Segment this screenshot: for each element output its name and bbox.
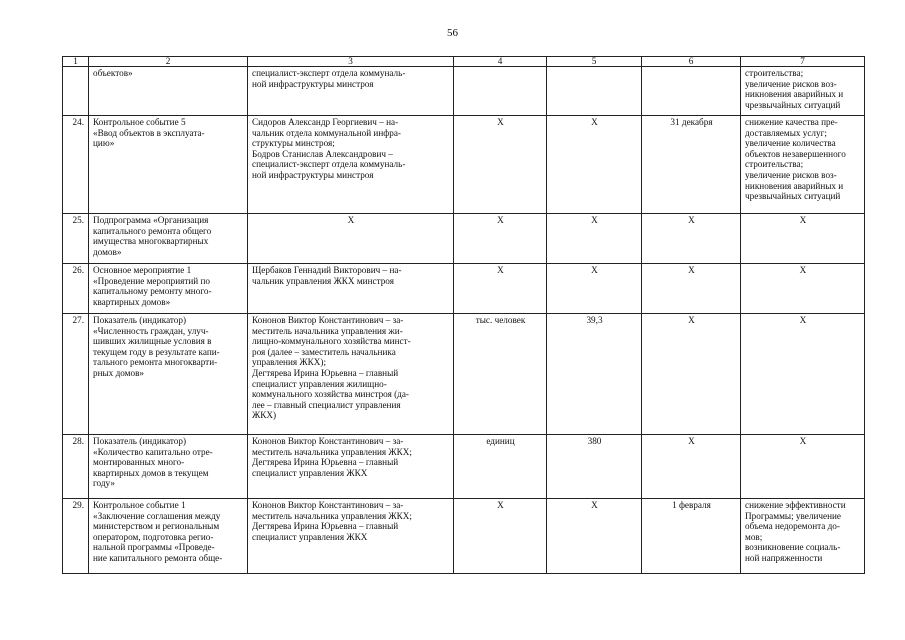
cell-value: 380 xyxy=(547,435,642,499)
cell-line: Контрольное событие 1 xyxy=(93,500,186,510)
cell-line: Показатель (индикатор) xyxy=(93,436,187,446)
cell-line: объектов незавершенного xyxy=(745,148,846,159)
cell-date: Х xyxy=(642,435,741,499)
cell-line: чальник отдела коммунальной инфра- xyxy=(252,127,401,138)
column-header: 7 xyxy=(741,57,865,67)
cell-line: меститель начальника управления ЖКХ; xyxy=(252,510,412,521)
cell-name xyxy=(89,499,248,574)
cell-unit: тыс. человек xyxy=(454,314,547,435)
cell-line: меститель начальника управления ЖКХ; xyxy=(252,446,412,457)
cell-unit: Х xyxy=(454,214,547,264)
cell-line: специалист управления ЖКХ xyxy=(252,531,368,542)
cell-line: монтированных много- xyxy=(93,457,185,468)
cell-line: текущем году в результате капи- xyxy=(93,346,220,357)
cell-line: ной инфраструктуры минстроя xyxy=(252,78,374,89)
cell-unit xyxy=(454,67,547,116)
cell-value: Х xyxy=(547,116,642,214)
table-row xyxy=(63,499,865,574)
row-number: 26. xyxy=(63,264,89,314)
cell-line: чальник управления ЖКХ минстроя xyxy=(252,275,394,286)
cell-date: Х xyxy=(642,214,741,264)
cell-line: капитальному ремонту много- xyxy=(93,286,212,297)
cell-name xyxy=(89,264,248,314)
cell-unit: Х xyxy=(454,116,547,214)
cell-line: «Заключение соглашения между xyxy=(93,510,221,521)
cell-line: ной напряженности xyxy=(745,552,823,563)
column-header: 1 xyxy=(63,57,89,67)
cell-line: роя (далее – заместитель начальника xyxy=(252,346,396,357)
column-header-row xyxy=(63,57,865,67)
cell-line: Дегтярева Ирина Юрьевна – главный xyxy=(252,457,399,468)
cell-line: Х xyxy=(347,215,355,225)
cell-line: строительства; xyxy=(745,68,804,78)
cell-responsible xyxy=(248,264,454,314)
cell-date: Х xyxy=(642,264,741,314)
cell-line: ной инфраструктуры минстроя xyxy=(252,169,374,180)
cell-line: управления ЖКХ); xyxy=(252,357,327,368)
program-table xyxy=(62,56,865,574)
cell-value xyxy=(547,67,642,116)
cell-line: мов; xyxy=(745,531,763,542)
cell-line: специалист-эксперт отдела коммуналь- xyxy=(252,68,406,78)
cell-line: капитального ремонта общего xyxy=(93,225,212,236)
cell-line: Контрольное событие 5 xyxy=(93,117,186,127)
cell-line: Показатель (индикатор) xyxy=(93,315,187,325)
cell-value: Х xyxy=(547,264,642,314)
cell-line: структуры минстроя; xyxy=(252,138,335,149)
cell-date: 31 декабря xyxy=(642,116,741,214)
cell-line: Бодров Станислав Александрович – xyxy=(252,148,393,159)
table-row xyxy=(63,435,865,499)
table-row xyxy=(63,67,865,116)
cell-line: специалист-эксперт отдела коммуналь- xyxy=(252,159,406,170)
cell-line: рных домов» xyxy=(93,367,145,378)
cell-line: имущества многоквартирных xyxy=(93,236,209,247)
cell-line: объектов» xyxy=(93,68,133,78)
cell-line: меститель начальника управления жи- xyxy=(252,325,403,336)
cell-line: министерством и региональным xyxy=(93,521,220,532)
column-header: 3 xyxy=(248,57,454,67)
cell-line: квартирных домов» xyxy=(93,296,171,307)
cell-line: объема недоремонта до- xyxy=(745,521,840,532)
cell-date: Х xyxy=(642,314,741,435)
cell-name xyxy=(89,314,248,435)
cell-risks xyxy=(741,264,865,314)
cell-line: «Проведение мероприятий по xyxy=(93,275,211,286)
row-number: 24. xyxy=(63,116,89,214)
row-number: 25. xyxy=(63,214,89,264)
cell-risks xyxy=(741,435,865,499)
cell-risks xyxy=(741,499,865,574)
cell-line: строительства; xyxy=(745,159,804,170)
cell-responsible xyxy=(248,435,454,499)
table-row xyxy=(63,214,865,264)
cell-line: цию» xyxy=(93,138,115,149)
cell-line: Х xyxy=(799,215,807,225)
cell-line: специалист управления жилищно- xyxy=(252,378,387,389)
cell-line: Х xyxy=(799,436,807,446)
row-number: 27. xyxy=(63,314,89,435)
cell-value: Х xyxy=(547,499,642,574)
cell-line: нальной программы «Проведе- xyxy=(93,542,215,553)
cell-line: чрезвычайных ситуаций xyxy=(745,191,841,202)
cell-risks xyxy=(741,116,865,214)
cell-line: домов» xyxy=(93,246,122,257)
row-number: 28. xyxy=(63,435,89,499)
cell-name xyxy=(89,67,248,116)
column-header: 6 xyxy=(642,57,741,67)
cell-responsible xyxy=(248,116,454,214)
table-row xyxy=(63,264,865,314)
cell-line: Основное мероприятие 1 xyxy=(93,265,192,275)
cell-line: возникновение социаль- xyxy=(745,542,841,553)
cell-name xyxy=(89,435,248,499)
cell-line: Кононов Виктор Константинович – за- xyxy=(252,436,404,446)
cell-line: снижение эффективности xyxy=(745,500,846,510)
cell-responsible xyxy=(248,499,454,574)
row-number: 29. xyxy=(63,499,89,574)
cell-risks xyxy=(741,314,865,435)
cell-line: чрезвычайных ситуаций xyxy=(745,99,841,110)
cell-line: квартирных домов в текущем xyxy=(93,467,209,478)
cell-responsible xyxy=(248,314,454,435)
cell-line: Щербаков Геннадий Викторович – на- xyxy=(252,265,402,275)
cell-line: лее – главный специалист управления xyxy=(252,399,401,410)
cell-line: «Количество капитально отре- xyxy=(93,446,213,457)
cell-line: увеличение рисков воз- xyxy=(745,78,837,89)
table-row xyxy=(63,116,865,214)
cell-line: никновения аварийных и xyxy=(745,89,844,100)
cell-line: оператором, подготовка регио- xyxy=(93,531,214,542)
cell-line: тального ремонта многокварти- xyxy=(93,357,218,368)
cell-responsible xyxy=(248,214,454,264)
column-header: 2 xyxy=(89,57,248,67)
cell-unit: Х xyxy=(454,499,547,574)
column-header: 5 xyxy=(547,57,642,67)
cell-line: коммунального хозяйства минстроя (да- xyxy=(252,389,409,400)
column-header: 4 xyxy=(454,57,547,67)
cell-date: 1 февраля xyxy=(642,499,741,574)
cell-line: Дегтярева Ирина Юрьевна – главный xyxy=(252,521,399,532)
cell-line: специалист управления ЖКХ xyxy=(252,467,368,478)
cell-unit: Х xyxy=(454,264,547,314)
cell-line: «Численность граждан, улуч- xyxy=(93,325,209,336)
cell-line: Х xyxy=(799,265,807,275)
cell-line: лищно-коммунального хозяйства минст- xyxy=(252,336,411,347)
cell-line: Программы; увеличение xyxy=(745,510,841,521)
cell-line: Подпрограмма «Организация xyxy=(93,215,209,225)
cell-line: Сидоров Александр Георгиевич – на- xyxy=(252,117,399,127)
cell-responsible xyxy=(248,67,454,116)
cell-risks xyxy=(741,67,865,116)
cell-date xyxy=(642,67,741,116)
cell-value: 39,3 xyxy=(547,314,642,435)
page-number: 56 xyxy=(447,27,458,39)
cell-line: доставляемых услуг; xyxy=(745,127,827,138)
cell-line: ние капитального ремонта обще- xyxy=(93,552,223,563)
cell-line: Дегтярева Ирина Юрьевна – главный xyxy=(252,367,399,378)
cell-line: ЖКХ) xyxy=(252,410,277,421)
cell-value: Х xyxy=(547,214,642,264)
cell-line: «Ввод объектов в эксплуата- xyxy=(93,127,205,138)
cell-line: Кононов Виктор Константинович – за- xyxy=(252,315,404,325)
cell-line: увеличение рисков воз- xyxy=(745,169,837,180)
row-number xyxy=(63,67,89,116)
cell-line: Х xyxy=(799,315,807,325)
cell-risks xyxy=(741,214,865,264)
cell-line: увеличение количества xyxy=(745,138,836,149)
table-row xyxy=(63,314,865,435)
cell-line: шивших жилищные условия в xyxy=(93,336,212,347)
cell-name xyxy=(89,214,248,264)
cell-line: снижение качества пре- xyxy=(745,117,838,127)
cell-line: Кононов Виктор Константинович – за- xyxy=(252,500,404,510)
cell-line: никновения аварийных и xyxy=(745,180,844,191)
cell-name xyxy=(89,116,248,214)
cell-line: году» xyxy=(93,478,115,489)
cell-unit: единиц xyxy=(454,435,547,499)
